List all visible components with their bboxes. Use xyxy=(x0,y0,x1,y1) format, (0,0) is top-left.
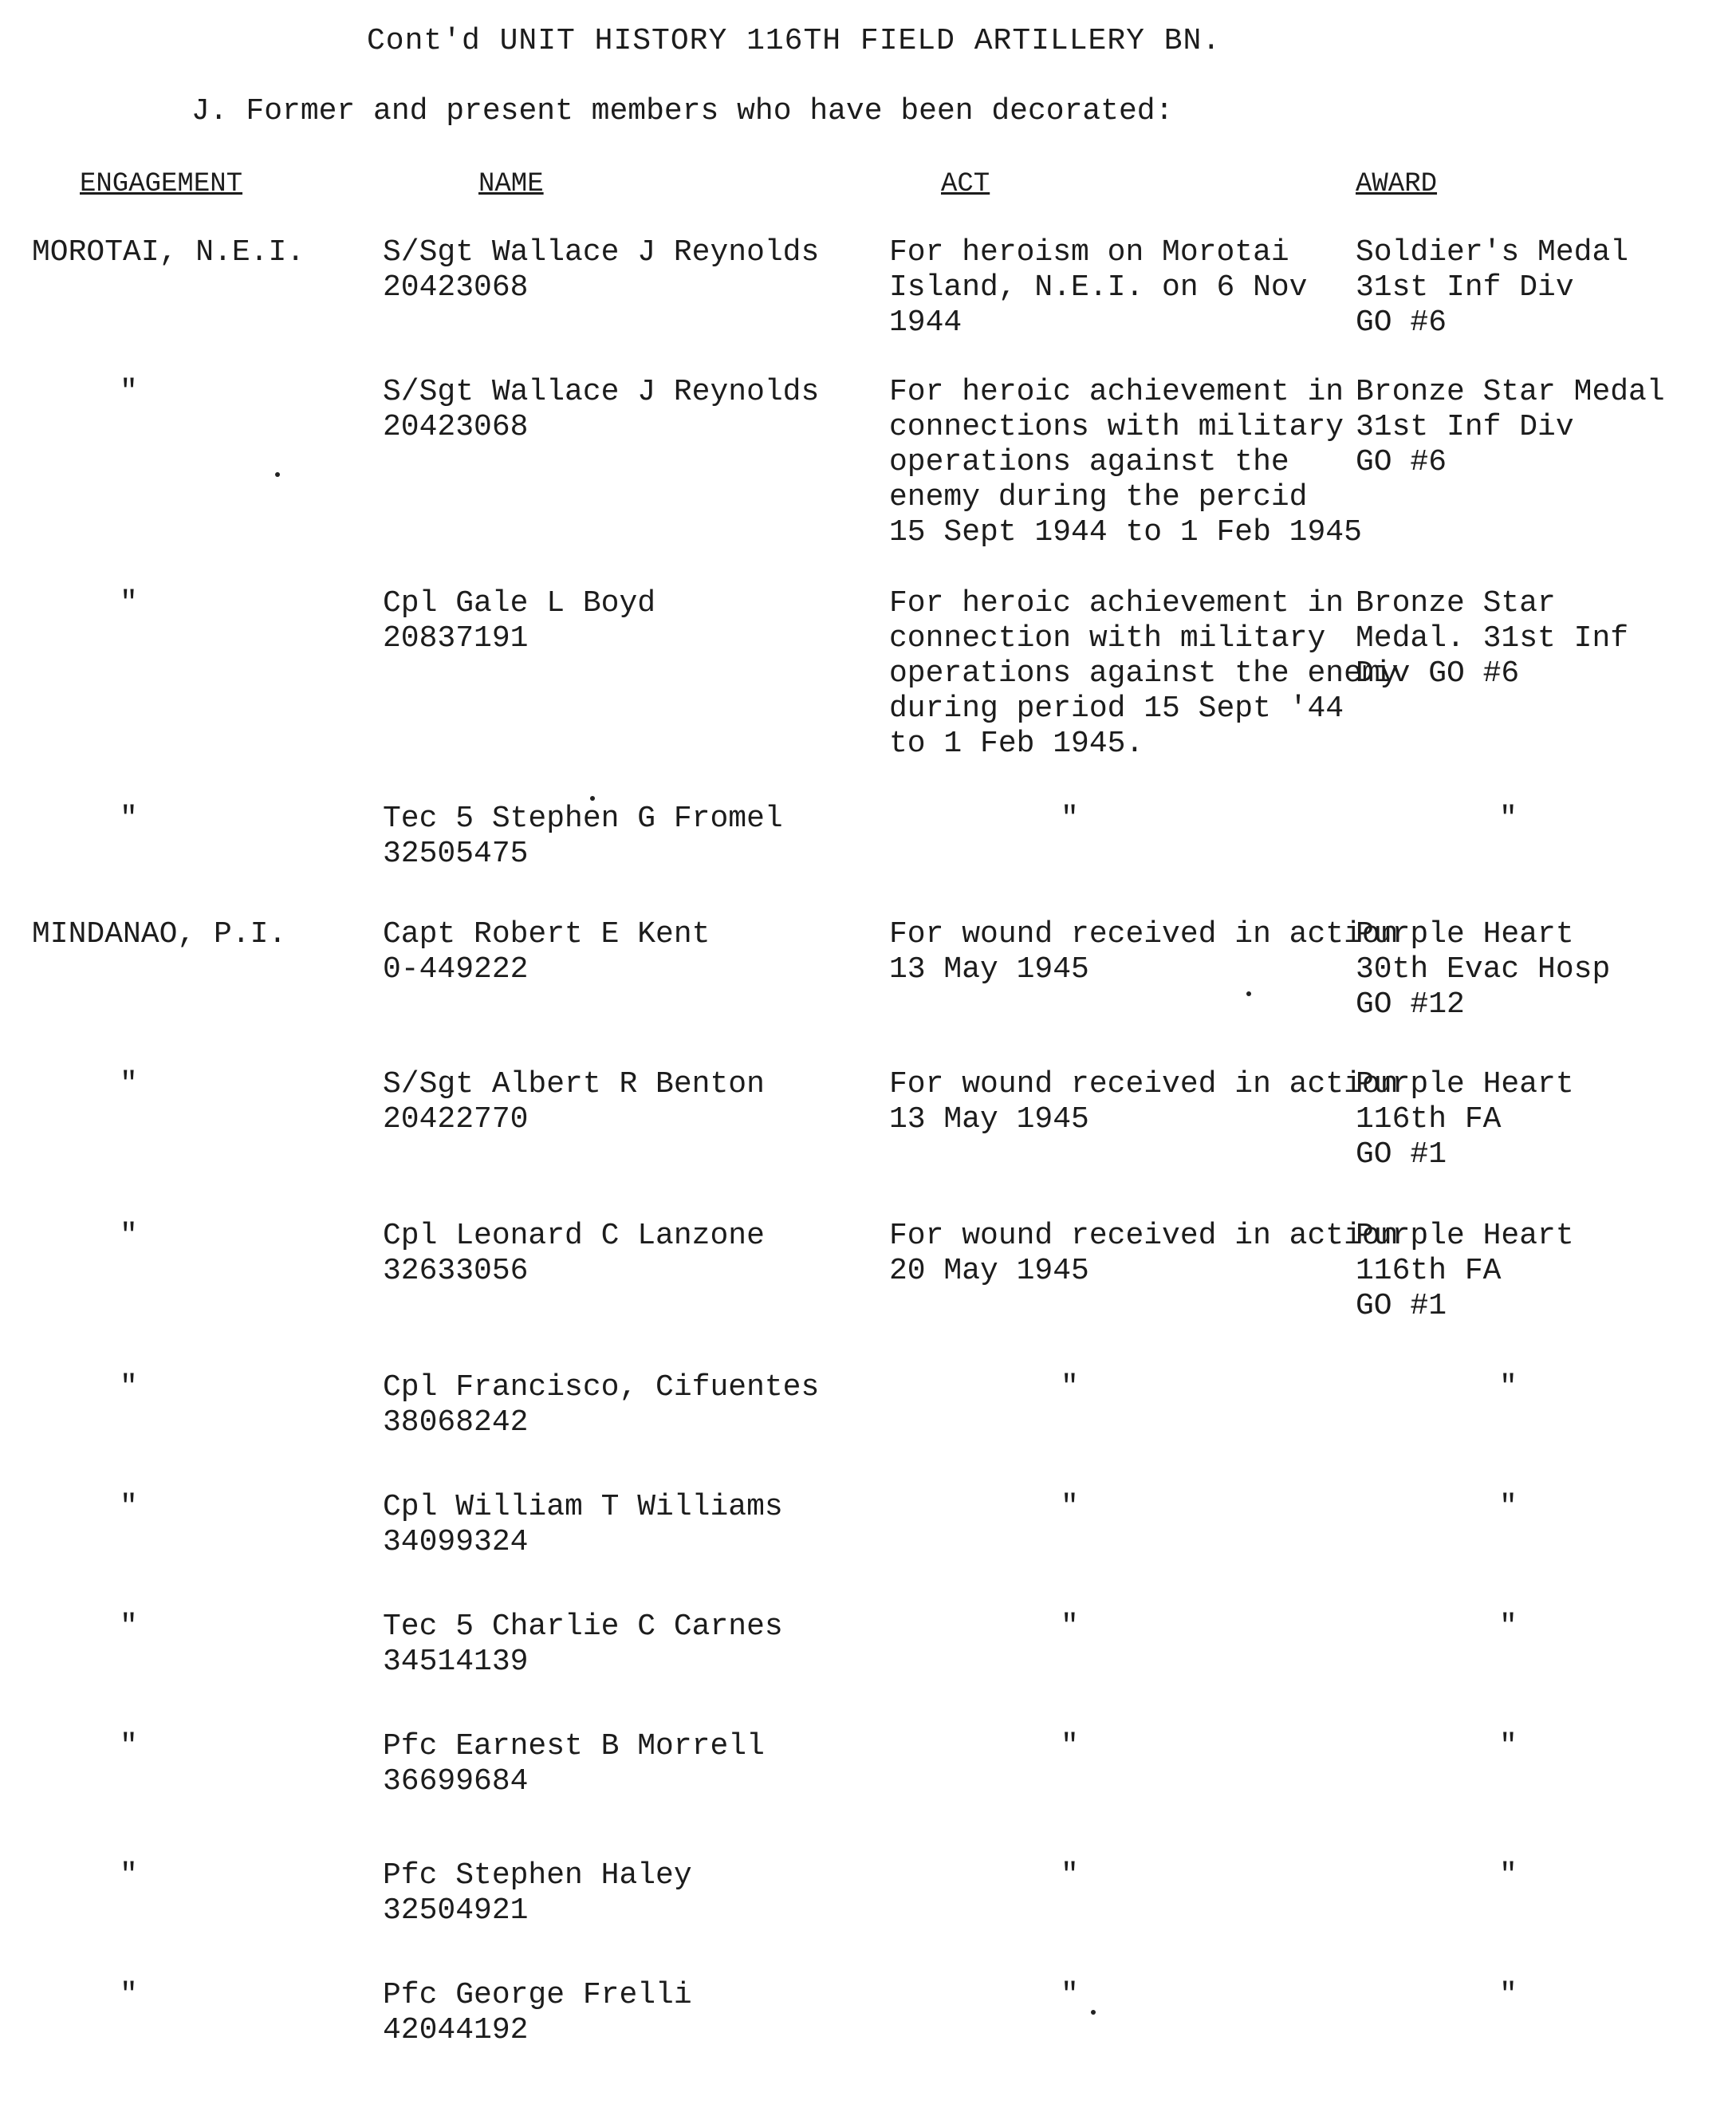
award-cell-line: GO #1 xyxy=(1356,1289,1447,1323)
act-cell-line: operations against the enemy xyxy=(889,656,1399,691)
name-cell-line: 20423068 xyxy=(383,410,529,444)
name-cell xyxy=(383,917,861,987)
act-cell-line: 15 Sept 1944 to 1 Feb 1945 xyxy=(889,515,1362,550)
name-cell-line: Pfc Stephen Haley xyxy=(383,1858,692,1893)
engagement-cell: " xyxy=(120,1370,138,1405)
name-cell-line: 32505475 xyxy=(383,837,529,871)
engagement-cell: " xyxy=(120,375,138,409)
award-cell-line: Soldier's Medal xyxy=(1356,235,1629,270)
act-cell xyxy=(1061,1610,1140,1645)
award-cell xyxy=(1356,1067,1722,1172)
name-cell-line: S/Sgt Wallace J Reynolds xyxy=(383,375,820,409)
name-cell-line: 20422770 xyxy=(383,1102,529,1137)
award-cell xyxy=(1499,802,1579,837)
name-cell-line: 20423068 xyxy=(383,270,529,305)
engagement-cell: MOROTAI, N.E.I. xyxy=(32,235,305,270)
name-cell-line: S/Sgt Wallace J Reynolds xyxy=(383,235,820,270)
name-cell-line: 32504921 xyxy=(383,1893,529,1928)
award-cell-line: Bronze Star xyxy=(1356,586,1556,621)
name-cell-line: Tec 5 Stephen G Fromel xyxy=(383,802,783,836)
award-cell-line: Purple Heart xyxy=(1356,1067,1574,1101)
act-cell-line: 13 May 1945 xyxy=(889,1102,1089,1137)
act-cell xyxy=(1061,1978,1140,2013)
header-award: AWARD xyxy=(1356,169,1438,199)
section-intro: J. Former and present members who have been decorated: xyxy=(191,94,1174,128)
name-cell-line: Cpl Francisco, Cifuentes xyxy=(383,1370,820,1405)
engagement-cell: " xyxy=(120,1978,138,2012)
name-cell-line: 20837191 xyxy=(383,621,529,656)
award-cell-line: 31st Inf Div xyxy=(1356,410,1574,444)
name-cell-line: 34099324 xyxy=(383,1525,529,1559)
act-cell xyxy=(1061,1729,1140,1764)
award-cell-line: 116th FA xyxy=(1356,1254,1502,1288)
award-cell-line: GO #1 xyxy=(1356,1137,1447,1172)
name-cell-line: Tec 5 Charlie C Carnes xyxy=(383,1610,783,1644)
act-cell-line: " xyxy=(1061,1978,1079,2012)
act-cell-line: connections with military xyxy=(889,410,1344,444)
header-name: NAME xyxy=(478,169,544,199)
award-cell xyxy=(1499,1978,1579,2013)
award-cell-line: GO #6 xyxy=(1356,305,1447,340)
engagement-cell: " xyxy=(120,1067,138,1101)
header-act: ACT xyxy=(941,169,990,199)
name-cell xyxy=(383,1729,861,1799)
award-cell-line: GO #6 xyxy=(1356,445,1447,479)
award-cell-line: " xyxy=(1499,1978,1518,2012)
award-cell xyxy=(1356,586,1722,691)
paper-speck xyxy=(590,796,595,801)
award-cell xyxy=(1356,1219,1722,1324)
award-cell-line: Medal. 31st Inf xyxy=(1356,621,1629,656)
award-cell-line: GO #12 xyxy=(1356,987,1465,1022)
name-cell xyxy=(383,586,861,656)
name-cell-line: 32633056 xyxy=(383,1254,529,1288)
award-cell xyxy=(1499,1858,1579,1893)
award-cell xyxy=(1499,1729,1579,1764)
award-cell-line: Purple Heart xyxy=(1356,1219,1574,1253)
name-cell xyxy=(383,1370,861,1440)
paper-speck xyxy=(1246,991,1251,996)
name-cell xyxy=(383,235,861,305)
name-cell-line: Cpl Leonard C Lanzone xyxy=(383,1219,765,1253)
act-cell-line: 1944 xyxy=(889,305,962,340)
name-cell xyxy=(383,1490,861,1560)
act-cell xyxy=(1061,1490,1140,1525)
act-cell-line: For wound received in action xyxy=(889,1219,1399,1253)
engagement-cell: " xyxy=(120,1858,138,1893)
act-cell-line: For heroic achievement in xyxy=(889,586,1344,621)
act-cell-line: to 1 Feb 1945. xyxy=(889,727,1144,761)
name-cell xyxy=(383,1858,861,1929)
header-engagement: ENGAGEMENT xyxy=(80,169,243,199)
name-cell-line: Pfc Earnest B Morrell xyxy=(383,1729,765,1763)
award-cell xyxy=(1356,375,1722,480)
act-cell-line: For heroic achievement in xyxy=(889,375,1344,409)
act-cell-line: operations against the xyxy=(889,445,1289,479)
name-cell-line: 34514139 xyxy=(383,1645,529,1679)
engagement-cell: MINDANAO, P.I. xyxy=(32,917,287,952)
engagement-cell: " xyxy=(120,1219,138,1253)
award-cell xyxy=(1499,1490,1579,1525)
engagement-cell: " xyxy=(120,1729,138,1763)
engagement-cell: " xyxy=(120,1490,138,1524)
act-cell-line: For heroism on Morotai xyxy=(889,235,1289,270)
act-cell-line: " xyxy=(1061,1610,1079,1644)
name-cell-line: 36699684 xyxy=(383,1764,529,1799)
act-cell-line: 13 May 1945 xyxy=(889,952,1089,987)
award-cell-line: " xyxy=(1499,1610,1518,1644)
name-cell xyxy=(383,1610,861,1680)
award-cell xyxy=(1356,235,1722,341)
award-cell-line: " xyxy=(1499,1370,1518,1405)
award-cell-line: 116th FA xyxy=(1356,1102,1502,1137)
act-cell-line: " xyxy=(1061,1729,1079,1763)
act-cell-line: enemy during the percid xyxy=(889,480,1308,514)
act-cell xyxy=(1061,1858,1140,1893)
engagement-cell: " xyxy=(120,1610,138,1644)
act-cell-line: 20 May 1945 xyxy=(889,1254,1089,1288)
award-cell xyxy=(1356,917,1722,1022)
act-cell-line: " xyxy=(1061,802,1079,836)
name-cell-line: 0-449222 xyxy=(383,952,529,987)
act-cell-line: during period 15 Sept '44 xyxy=(889,691,1344,726)
award-cell-line: Div GO #6 xyxy=(1356,656,1520,691)
name-cell xyxy=(383,802,861,872)
award-cell-line: Purple Heart xyxy=(1356,917,1574,952)
name-cell-line: Cpl Gale L Boyd xyxy=(383,586,656,621)
award-cell-line: 31st Inf Div xyxy=(1356,270,1574,305)
engagement-cell: " xyxy=(120,586,138,621)
award-cell-line: Bronze Star Medal xyxy=(1356,375,1665,409)
name-cell xyxy=(383,1978,861,2048)
name-cell-line: S/Sgt Albert R Benton xyxy=(383,1067,765,1101)
award-cell-line: " xyxy=(1499,802,1518,836)
name-cell-line: 38068242 xyxy=(383,1405,529,1440)
paper-speck xyxy=(275,472,280,477)
act-cell-line: Island, N.E.I. on 6 Nov xyxy=(889,270,1308,305)
act-cell-line: " xyxy=(1061,1490,1079,1524)
award-cell xyxy=(1499,1370,1579,1405)
name-cell xyxy=(383,1219,861,1289)
act-cell xyxy=(1061,802,1140,837)
engagement-cell: " xyxy=(120,802,138,836)
act-cell xyxy=(1061,1370,1140,1405)
name-cell-line: 42044192 xyxy=(383,2013,529,2047)
act-cell-line: For wound received in action xyxy=(889,917,1399,952)
act-cell-line: " xyxy=(1061,1858,1079,1893)
document-title: Cont'd UNIT HISTORY 116TH FIELD ARTILLERY BN. xyxy=(367,24,1222,58)
paper-speck xyxy=(1091,2010,1096,2015)
act-cell-line: For wound received in action xyxy=(889,1067,1399,1101)
name-cell-line: Cpl William T Williams xyxy=(383,1490,783,1524)
award-cell-line: 30th Evac Hosp xyxy=(1356,952,1611,987)
award-cell-line: " xyxy=(1499,1729,1518,1763)
name-cell-line: Capt Robert E Kent xyxy=(383,917,711,952)
award-cell-line: " xyxy=(1499,1490,1518,1524)
act-cell-line: connection with military xyxy=(889,621,1326,656)
name-cell-line: Pfc George Frelli xyxy=(383,1978,692,2012)
award-cell xyxy=(1499,1610,1579,1645)
act-cell-line: " xyxy=(1061,1370,1079,1405)
award-cell-line: " xyxy=(1499,1858,1518,1893)
name-cell xyxy=(383,375,861,445)
name-cell xyxy=(383,1067,861,1137)
